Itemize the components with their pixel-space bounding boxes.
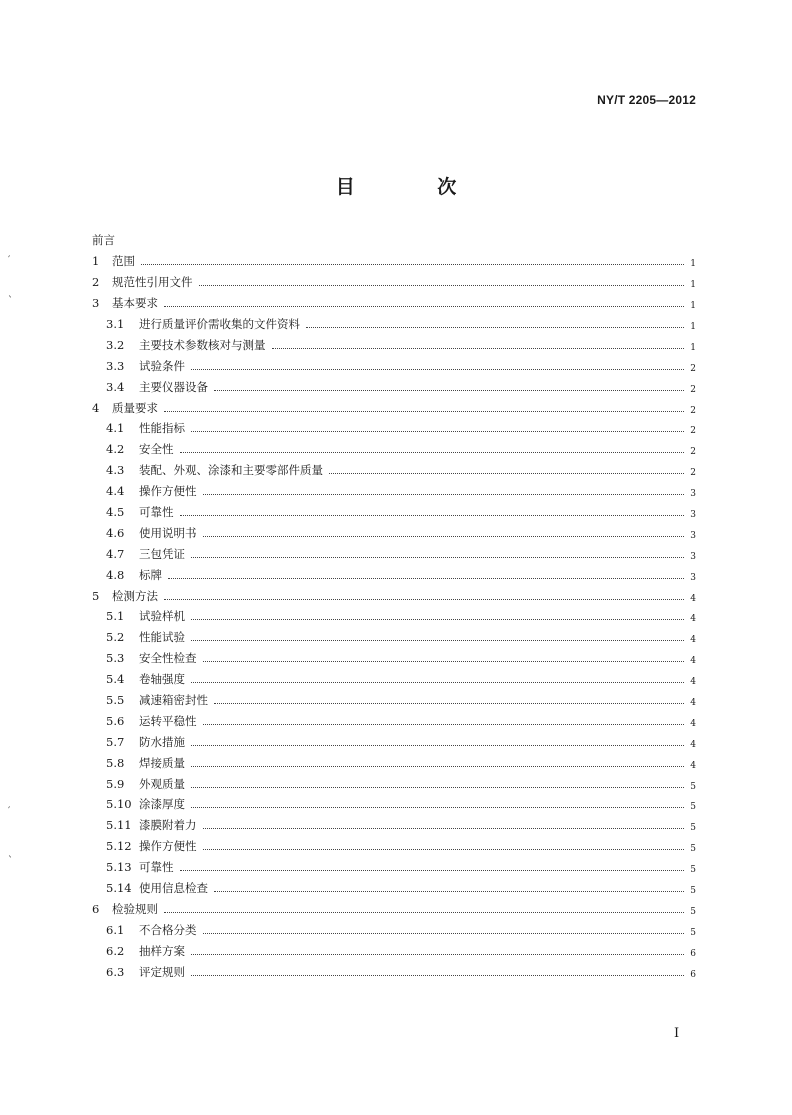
toc-entry[interactable] bbox=[92, 794, 696, 815]
toc-entry[interactable] bbox=[92, 251, 696, 272]
toc-entry-label: 外观质量 bbox=[139, 776, 185, 791]
toc-entry[interactable] bbox=[92, 230, 696, 251]
toc-dot-leader bbox=[191, 618, 684, 620]
toc-entry-page: 4 bbox=[690, 760, 696, 771]
toc-dot-leader bbox=[203, 932, 685, 934]
toc-entry-label: 试验样机 bbox=[139, 609, 185, 624]
toc-entry-label: 质量要求 bbox=[112, 400, 158, 415]
toc-entry-page: 2 bbox=[690, 384, 696, 395]
toc-dot-leader bbox=[329, 472, 684, 474]
table-of-contents bbox=[92, 230, 696, 982]
toc-entry-number: 3.3 bbox=[106, 358, 125, 373]
toc-entry-number: 6 bbox=[92, 901, 100, 916]
toc-entry[interactable] bbox=[92, 293, 696, 314]
toc-entry-page: 2 bbox=[690, 363, 696, 374]
toc-dot-leader bbox=[191, 681, 684, 683]
toc-entry-label: 标牌 bbox=[139, 567, 162, 582]
toc-dot-leader bbox=[191, 744, 684, 746]
toc-entry[interactable] bbox=[92, 397, 696, 418]
toc-entry-label: 减速箱密封性 bbox=[139, 693, 208, 708]
toc-entry[interactable] bbox=[92, 460, 696, 481]
toc-dot-leader bbox=[164, 410, 684, 412]
toc-dot-leader bbox=[168, 577, 684, 579]
scan-mark: ` bbox=[8, 296, 13, 307]
toc-dot-leader bbox=[180, 869, 685, 871]
toc-entry-number: 5.3 bbox=[106, 651, 125, 666]
toc-entry[interactable] bbox=[92, 606, 696, 627]
toc-entry[interactable] bbox=[92, 502, 696, 523]
toc-entry-number: 5.4 bbox=[106, 672, 125, 687]
toc-entry-number: 3 bbox=[92, 296, 100, 311]
toc-entry-number: 6.2 bbox=[106, 943, 125, 958]
toc-dot-leader bbox=[191, 974, 684, 976]
toc-entry-page: 4 bbox=[690, 739, 696, 750]
toc-entry-page: 4 bbox=[690, 698, 696, 709]
toc-entry[interactable] bbox=[92, 710, 696, 731]
toc-entry-label: 漆膜附着力 bbox=[139, 818, 197, 833]
toc-entry-page: 3 bbox=[690, 572, 696, 583]
toc-entry-number: 4.5 bbox=[106, 505, 125, 520]
toc-entry-label: 卷轴强度 bbox=[139, 672, 185, 687]
toc-entry-page: 1 bbox=[690, 322, 696, 332]
scan-mark: ` bbox=[8, 856, 13, 867]
toc-entry-page: 1 bbox=[690, 280, 696, 291]
toc-entry-number: 5.10 bbox=[106, 797, 132, 812]
toc-entry-label: 使用信息检查 bbox=[139, 881, 208, 896]
scan-mark: ′ bbox=[8, 255, 11, 266]
toc-entry-number: 5.7 bbox=[106, 734, 125, 749]
toc-entry[interactable] bbox=[92, 815, 696, 836]
toc-entry-number: 5.6 bbox=[106, 713, 125, 728]
toc-dot-leader bbox=[203, 827, 685, 829]
toc-entry-label: 范围 bbox=[112, 254, 135, 269]
toc-entry[interactable] bbox=[92, 940, 696, 961]
toc-entry-label: 进行质量评价需收集的文件资料 bbox=[139, 317, 300, 331]
toc-entry-page: 3 bbox=[690, 489, 696, 500]
toc-entry-label: 使用说明书 bbox=[139, 525, 197, 540]
toc-entry[interactable] bbox=[92, 961, 696, 982]
toc-entry[interactable] bbox=[92, 669, 696, 690]
toc-dot-leader bbox=[214, 890, 684, 892]
toc-entry-page: 5 bbox=[690, 906, 696, 917]
toc-entry-label: 防水措施 bbox=[139, 734, 185, 749]
toc-entry-number: 3.4 bbox=[106, 379, 125, 394]
toc-entry-number: 1 bbox=[92, 254, 100, 269]
toc-entry-number: 5.12 bbox=[106, 839, 132, 854]
toc-entry-label: 不合格分类 bbox=[139, 922, 197, 937]
toc-dot-leader bbox=[203, 723, 685, 725]
toc-entry-label: 主要技术参数核对与测量 bbox=[139, 337, 266, 352]
toc-dot-leader bbox=[191, 806, 684, 808]
toc-entry[interactable] bbox=[92, 564, 696, 585]
toc-entry-page: 5 bbox=[690, 802, 696, 813]
toc-entry-number: 4.3 bbox=[106, 463, 125, 478]
toc-entry-label: 性能试验 bbox=[139, 630, 185, 645]
toc-dot-leader bbox=[141, 263, 684, 265]
toc-entry-page: 4 bbox=[690, 718, 696, 729]
toc-entry-number: 5.11 bbox=[106, 818, 132, 833]
toc-dot-leader bbox=[203, 493, 685, 495]
toc-entry-number: 4.8 bbox=[106, 567, 125, 582]
toc-entry-number: 5.14 bbox=[106, 881, 132, 896]
toc-entry-page: 2 bbox=[690, 447, 696, 458]
toc-entry[interactable] bbox=[92, 439, 696, 460]
toc-dot-leader bbox=[164, 305, 684, 307]
toc-entry-label: 检测方法 bbox=[112, 588, 158, 603]
toc-dot-leader bbox=[180, 514, 685, 516]
toc-entry[interactable] bbox=[92, 522, 696, 543]
toc-entry-page: 4 bbox=[690, 656, 696, 667]
toc-dot-leader bbox=[191, 556, 684, 558]
toc-entry-number: 5 bbox=[92, 588, 100, 603]
toc-entry[interactable] bbox=[92, 376, 696, 397]
toc-entry-label: 前言 bbox=[92, 233, 115, 248]
toc-entry-label: 主要仪器设备 bbox=[139, 379, 208, 394]
toc-entry-label: 基本要求 bbox=[112, 296, 158, 311]
toc-entry-number: 4.2 bbox=[106, 442, 125, 457]
toc-entry-number: 5.1 bbox=[106, 609, 125, 624]
toc-entry[interactable] bbox=[92, 543, 696, 564]
toc-entry-page: 6 bbox=[690, 969, 696, 980]
toc-dot-leader bbox=[164, 598, 684, 600]
toc-entry[interactable] bbox=[92, 690, 696, 711]
toc-dot-leader bbox=[214, 389, 684, 391]
toc-entry-number: 3.2 bbox=[106, 337, 125, 352]
toc-entry-label: 操作方便性 bbox=[139, 484, 197, 499]
toc-entry-number: 5.8 bbox=[106, 755, 125, 770]
toc-entry[interactable] bbox=[92, 857, 696, 878]
toc-entry-number: 4.6 bbox=[106, 525, 125, 540]
toc-entry-label: 焊接质量 bbox=[139, 755, 185, 770]
toc-entry[interactable] bbox=[92, 481, 696, 502]
toc-entry[interactable] bbox=[92, 627, 696, 648]
toc-entry[interactable] bbox=[92, 919, 696, 940]
toc-entry-page: 1 bbox=[690, 301, 696, 312]
toc-entry[interactable] bbox=[92, 899, 696, 920]
toc-entry[interactable] bbox=[92, 585, 696, 606]
scan-mark: ′ bbox=[8, 806, 11, 817]
toc-entry-number: 3.1 bbox=[106, 317, 125, 331]
toc-dot-leader bbox=[203, 535, 685, 537]
toc-dot-leader bbox=[191, 639, 684, 641]
toc-entry-label: 运转平稳性 bbox=[139, 713, 197, 728]
toc-entry-page: 2 bbox=[690, 426, 696, 437]
toc-title: 目 次 bbox=[335, 176, 495, 198]
toc-entry-number: 6.3 bbox=[106, 964, 125, 979]
toc-entry-page: 4 bbox=[690, 593, 696, 604]
toc-entry-label: 性能指标 bbox=[139, 421, 185, 436]
toc-dot-leader bbox=[191, 765, 684, 767]
toc-entry-number: 6.1 bbox=[106, 922, 125, 937]
toc-entry-number: 5.9 bbox=[106, 776, 125, 791]
toc-dot-leader bbox=[203, 848, 685, 850]
standard-number: NY/T 2205—2012 bbox=[597, 93, 696, 107]
toc-entry-page: 2 bbox=[690, 468, 696, 479]
toc-entry-page: 5 bbox=[690, 844, 696, 855]
toc-entry-label: 可靠性 bbox=[139, 860, 174, 875]
toc-entry[interactable] bbox=[92, 272, 696, 293]
toc-entry-page: 4 bbox=[690, 614, 696, 625]
page-number: I bbox=[674, 1026, 680, 1041]
toc-entry-label: 安全性检查 bbox=[139, 651, 197, 666]
toc-entry-number: 4.7 bbox=[106, 546, 125, 561]
toc-entry-page: 5 bbox=[690, 781, 696, 792]
toc-entry-page: 6 bbox=[690, 948, 696, 959]
toc-entry-number: 5.2 bbox=[106, 630, 125, 645]
toc-entry-page: 1 bbox=[690, 342, 696, 353]
toc-entry-page: 5 bbox=[690, 927, 696, 938]
toc-dot-leader bbox=[180, 451, 685, 453]
toc-entry-page: 4 bbox=[690, 677, 696, 688]
toc-entry[interactable] bbox=[92, 648, 696, 669]
toc-entry[interactable] bbox=[92, 752, 696, 773]
toc-entry-page: 5 bbox=[690, 865, 696, 876]
toc-dot-leader bbox=[203, 660, 685, 662]
toc-entry-number: 4.4 bbox=[106, 484, 125, 499]
toc-dot-leader bbox=[164, 911, 684, 913]
toc-entry-number: 5.5 bbox=[106, 693, 125, 708]
toc-entry-number: 5.13 bbox=[106, 860, 132, 875]
toc-entry-label: 装配、外观、涂漆和主要零部件质量 bbox=[139, 463, 323, 478]
toc-entry[interactable] bbox=[92, 418, 696, 439]
toc-entry-label: 三包凭证 bbox=[139, 546, 185, 561]
toc-entry[interactable] bbox=[92, 314, 696, 335]
toc-entry-page: 3 bbox=[690, 530, 696, 541]
toc-entry[interactable] bbox=[92, 773, 696, 794]
toc-entry-number: 4.1 bbox=[106, 421, 125, 436]
toc-dot-leader bbox=[191, 953, 684, 955]
toc-entry-number: 4 bbox=[92, 400, 100, 415]
toc-entry-label: 涂漆厚度 bbox=[139, 797, 185, 812]
toc-entry[interactable] bbox=[92, 355, 696, 376]
toc-dot-leader bbox=[191, 368, 684, 370]
toc-dot-leader bbox=[191, 786, 684, 788]
toc-entry-page: 5 bbox=[690, 886, 696, 897]
toc-entry-page: 3 bbox=[690, 510, 696, 521]
toc-dot-leader bbox=[191, 430, 684, 432]
toc-entry-label: 评定规则 bbox=[139, 964, 185, 979]
toc-entry-label: 抽样方案 bbox=[139, 943, 185, 958]
toc-dot-leader bbox=[214, 702, 684, 704]
toc-entry[interactable] bbox=[92, 836, 696, 857]
toc-entry[interactable] bbox=[92, 878, 696, 899]
toc-entry[interactable] bbox=[92, 731, 696, 752]
toc-entry-page: 3 bbox=[690, 551, 696, 562]
toc-entry-page: 5 bbox=[690, 823, 696, 834]
toc-entry-page: 2 bbox=[690, 405, 696, 416]
toc-dot-leader bbox=[272, 347, 685, 349]
toc-entry-number: 2 bbox=[92, 275, 100, 290]
toc-dot-leader bbox=[306, 326, 684, 328]
toc-entry-label: 安全性 bbox=[139, 442, 174, 457]
toc-entry-label: 操作方便性 bbox=[139, 839, 197, 854]
toc-entry-page: 1 bbox=[690, 259, 696, 270]
toc-entry-label: 规范性引用文件 bbox=[112, 275, 193, 290]
toc-dot-leader bbox=[199, 284, 685, 286]
toc-entry[interactable] bbox=[92, 334, 696, 355]
toc-entry-label: 可靠性 bbox=[139, 505, 174, 520]
toc-entry-label: 检验规则 bbox=[112, 901, 158, 916]
toc-entry-label: 试验条件 bbox=[139, 358, 185, 373]
toc-entry-page: 4 bbox=[690, 635, 696, 646]
